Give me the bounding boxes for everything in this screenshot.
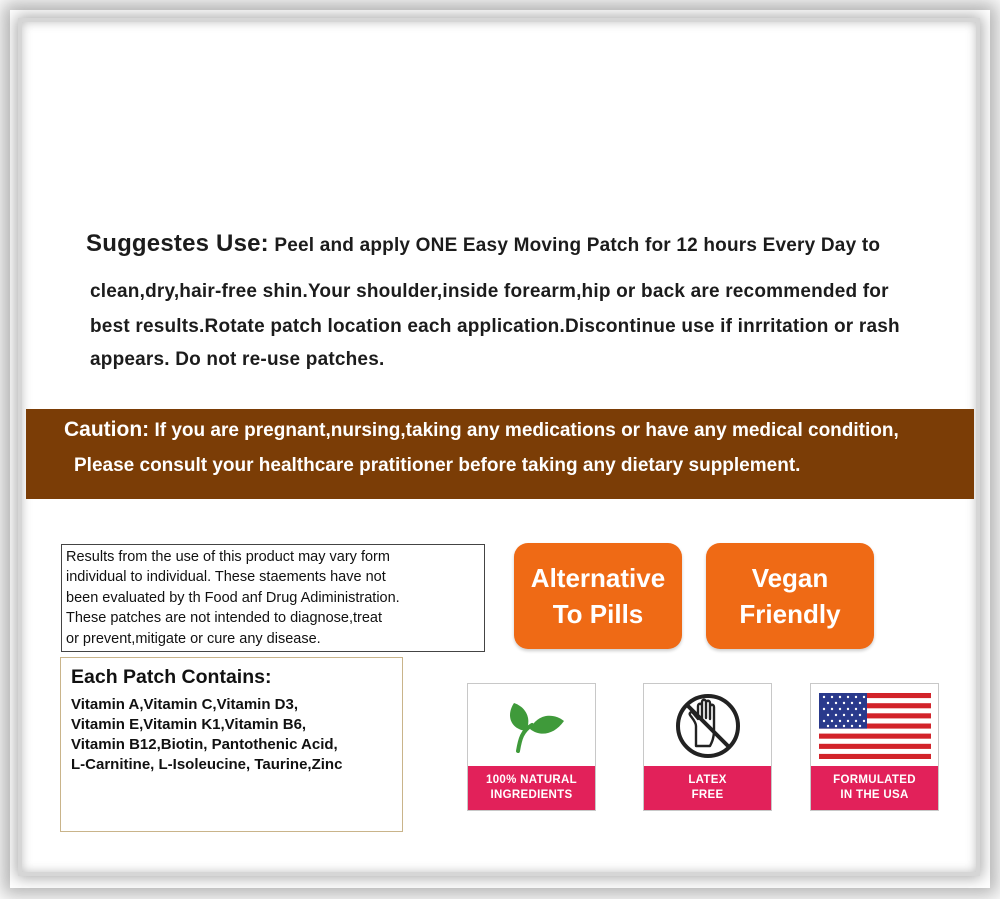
patch-contents-list: [71, 695, 392, 775]
fda-disclaimer-box: [61, 544, 485, 652]
disclaimer-line-5: or prevent,mitigate or cure any disease.: [66, 630, 321, 647]
usa-label-line-2: IN THE USA: [840, 789, 909, 801]
contents-line-4: L-Carnitine, L-Isoleucine, Taurine,Zinc: [71, 756, 343, 773]
caution-row-1: [64, 418, 974, 442]
disclaimer-line-3: been evaluated by th Food anf Drug Adiministration.: [66, 589, 400, 606]
natural-ingredients-label: [468, 766, 595, 810]
caution-line-2: Please consult your healthcare pratitioner before taking any dietary supplement.: [74, 455, 801, 476]
leaf-icon: [492, 691, 572, 761]
alternative-to-pills-callout: [514, 543, 682, 649]
no-glove-icon: [670, 688, 746, 764]
caution-label: Caution:: [64, 418, 150, 441]
natural-ingredients-badge: [467, 683, 596, 811]
contents-line-1: Vitamin A,Vitamin C,Vitamin D3,: [71, 696, 299, 713]
caution-line-1: If you are pregnant,nursing,taking any medications or have any medical condition,: [154, 420, 899, 441]
latex-free-badge: [643, 683, 772, 811]
patch-contents-title: Each Patch Contains:: [71, 666, 272, 688]
latex-label-line-1: LATEX: [688, 774, 727, 786]
suggested-use-text-3: best results.Rotate patch location each application.Discontinue use if inrritation or rash: [90, 316, 900, 337]
contents-line-2: Vitamin E,Vitamin K1,Vitamin B6,: [71, 716, 307, 733]
suggested-use-line-1: [86, 230, 880, 258]
usa-label-line-1: FORMULATED: [833, 774, 916, 786]
suggested-use-text-4: appears. Do not re-use patches.: [90, 349, 385, 370]
disclaimer-line-1: Results from the use of this product may vary form: [66, 549, 390, 565]
suggested-use-text-2: clean,dry,hair-free shin.Your shoulder,inside forearm,hip or back are recommended for: [90, 281, 889, 302]
suggested-use-text-1: Peel and apply ONE Easy Moving Patch for 12 hours Every Day to: [274, 235, 881, 256]
natural-label-line-2: INGREDIENTS: [490, 789, 573, 801]
latex-label-line-2: FREE: [691, 789, 724, 801]
vegan-friendly-callout: [706, 543, 874, 649]
disclaimer-line-2: individual to individual. These staements have not: [66, 569, 386, 586]
formulated-in-usa-badge: [810, 683, 939, 811]
formulated-in-usa-label: [811, 766, 938, 810]
contents-line-3: Vitamin B12,Biotin, Pantothenic Acid,: [71, 736, 338, 753]
disclaimer-line-4: These patches are not intended to diagnose,treat: [66, 610, 382, 627]
vegan-callout-line-1: Vegan: [751, 563, 829, 593]
us-flag-icon: [819, 693, 931, 759]
pills-callout-line-1: Alternative: [530, 563, 666, 593]
suggested-use-heading: Suggestes Use:: [86, 230, 269, 257]
caution-text: [64, 418, 974, 476]
vegan-callout-line-2: Friendly: [739, 599, 841, 629]
latex-free-label: [644, 766, 771, 810]
patch-contents-box: [60, 657, 403, 832]
natural-label-line-1: 100% NATURAL: [486, 774, 577, 786]
pills-callout-line-2: To Pills: [552, 599, 644, 629]
